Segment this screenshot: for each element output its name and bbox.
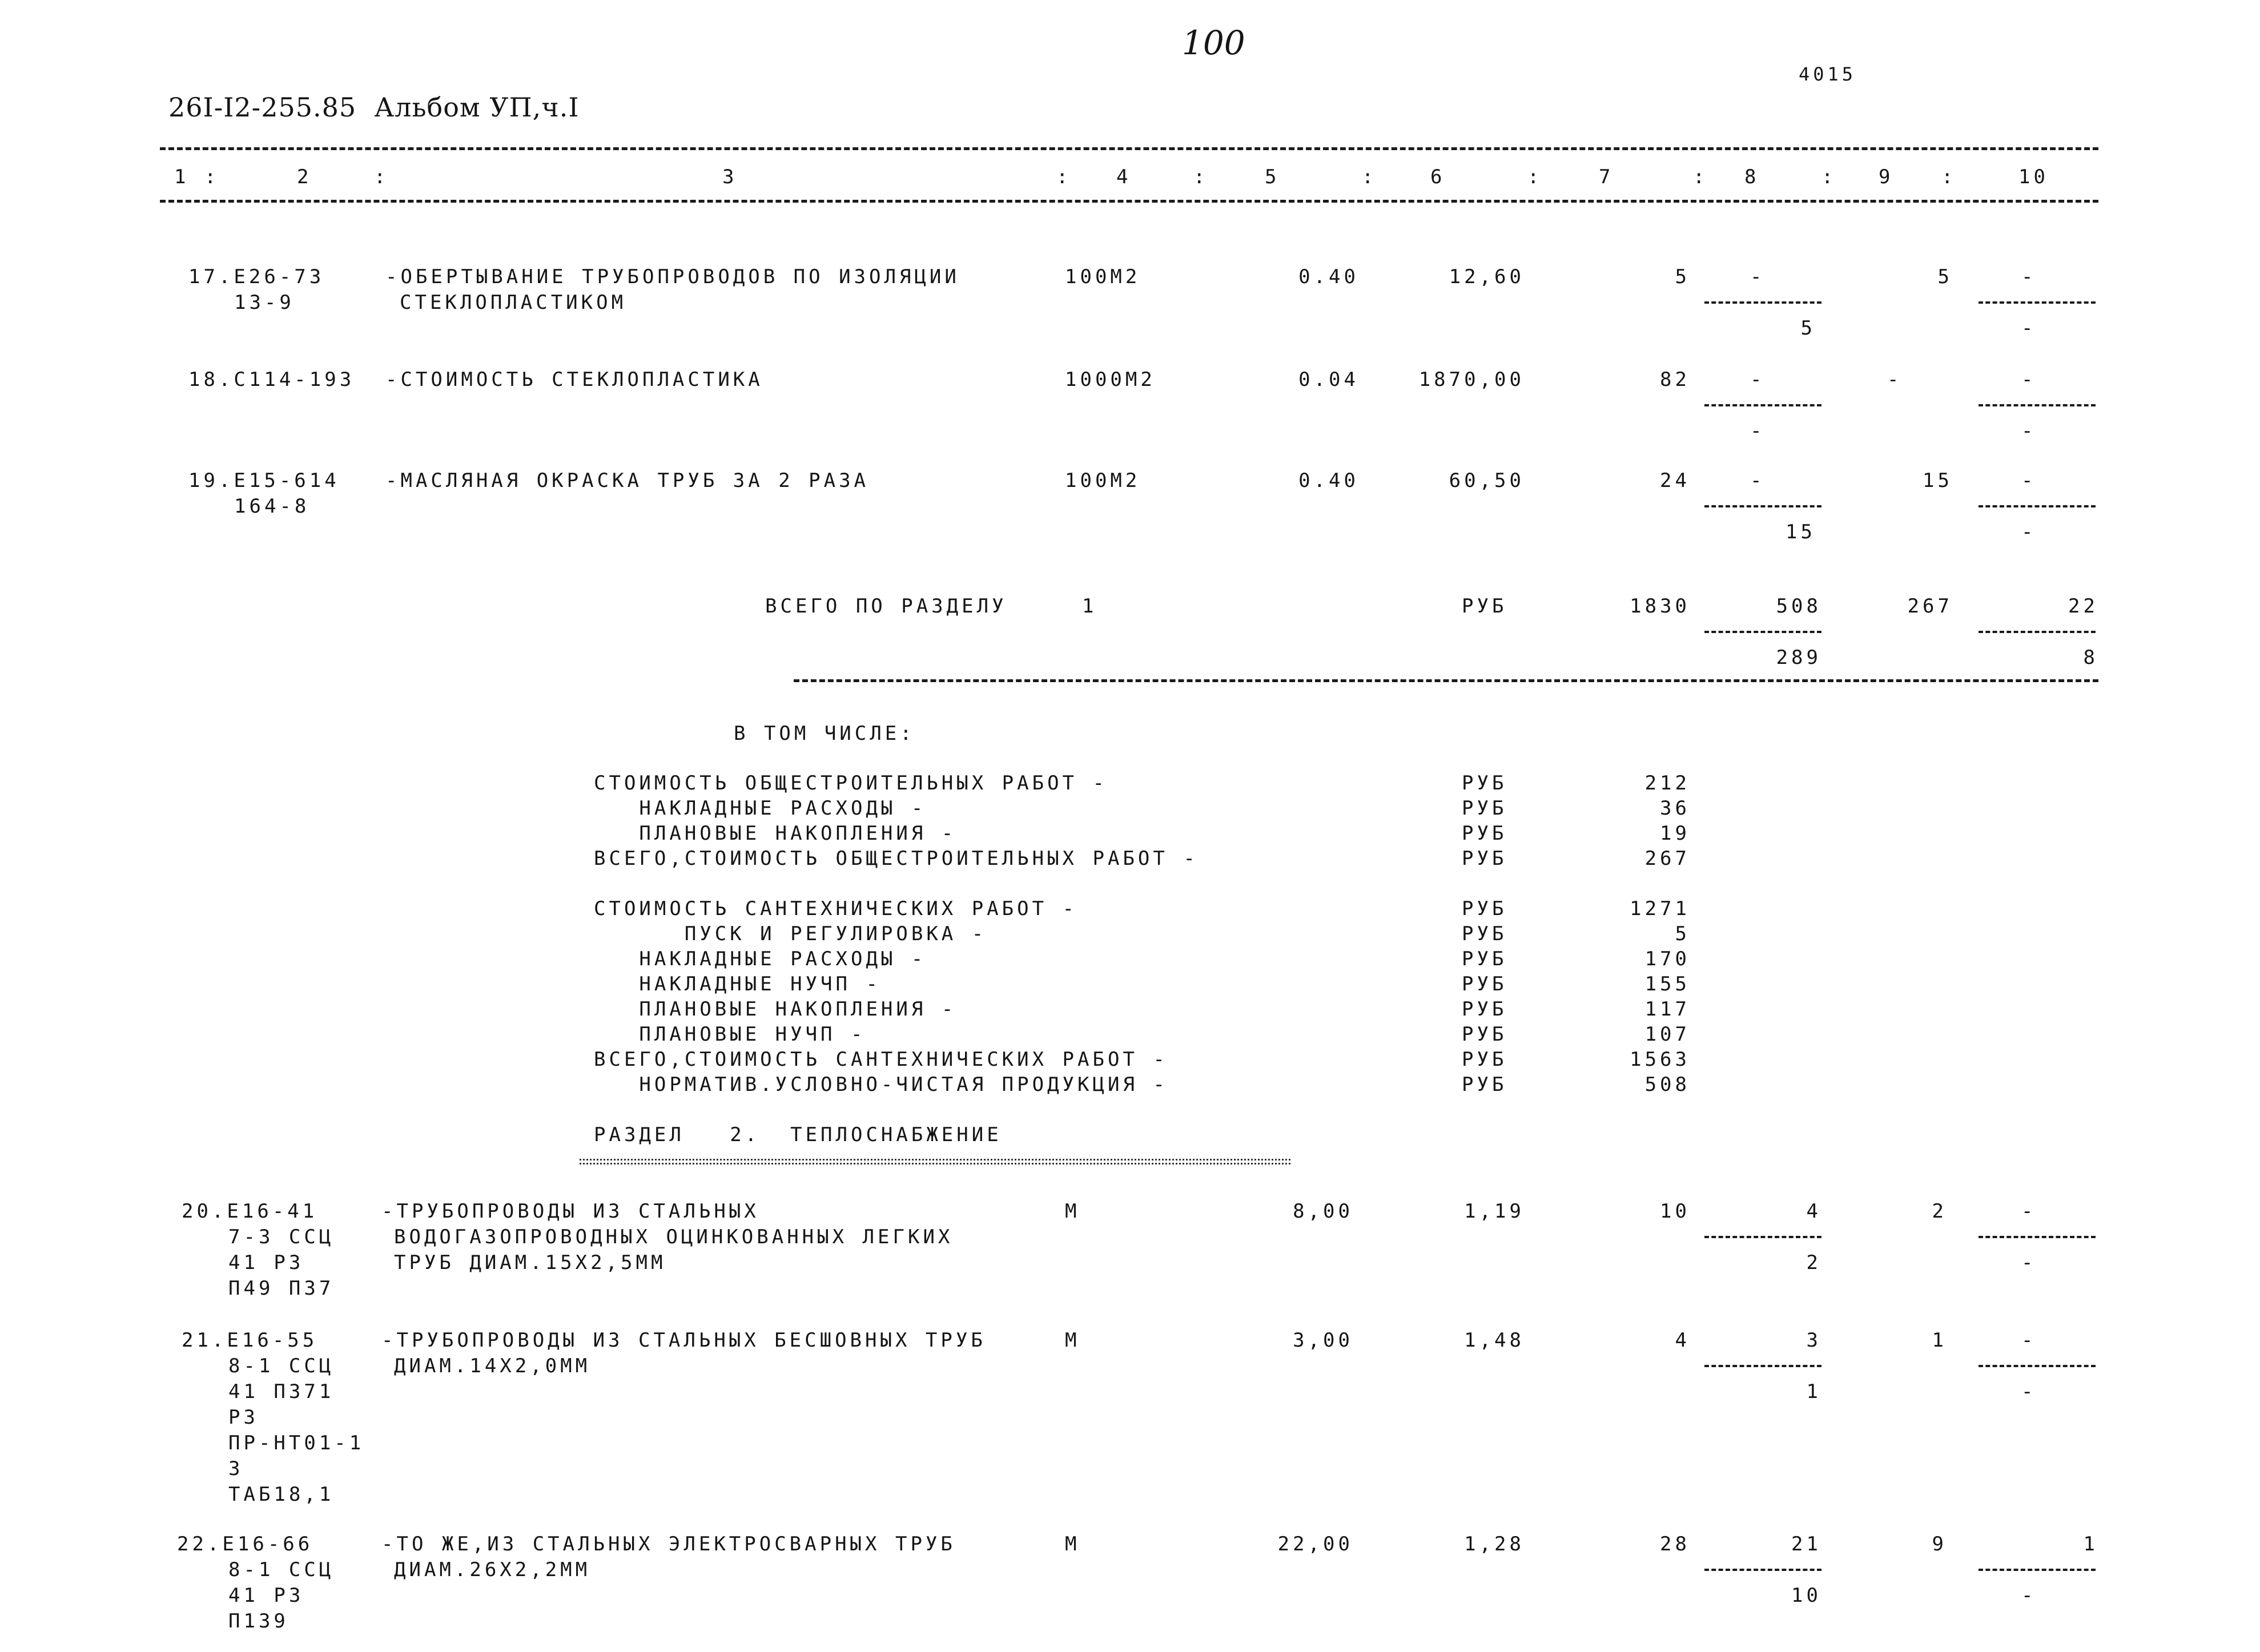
row-price: 1,19 <box>1464 1200 1525 1223</box>
col-header-9: 9 <box>1879 166 1894 188</box>
section-total-col10-sub: 8 <box>2083 646 2098 669</box>
row-desc: -ОБЕРТЫВАНИЕ ТРУБОПРОВОДОВ ПО ИЗОЛЯЦИИ <box>385 265 960 288</box>
col-header-sep: : <box>1056 166 1072 188</box>
row-price: 1,28 <box>1464 1533 1525 1556</box>
row-col9: 5 <box>1937 265 1953 288</box>
section-total-value: 1830 <box>1630 595 1690 618</box>
row-code: 164-8 <box>234 495 310 518</box>
section-total-col8-sub: 289 <box>1776 646 1821 669</box>
row-total: 4 <box>1675 1329 1690 1352</box>
section-2-underline <box>580 1163 1290 1165</box>
row-unit: 1000М2 <box>1065 368 1156 391</box>
row-desc: -ТО ЖЕ,ИЗ СТАЛЬНЫХ ЭЛЕКТРОСВАРНЫХ ТРУБ <box>381 1533 956 1556</box>
breakdown-value: 36 <box>1660 797 1690 820</box>
breakdown-value: 1271 <box>1630 897 1690 920</box>
breakdown-value: 5 <box>1675 922 1690 945</box>
breakdown-label: ПЛАНОВЫЕ НАКОПЛЕНИЯ - <box>594 822 957 845</box>
doc-code: 4015 <box>1799 63 1857 85</box>
row-id: 20.Е16-41 <box>182 1200 318 1223</box>
row-qty: 0.04 <box>1298 368 1359 391</box>
row-price: 60,50 <box>1449 469 1525 492</box>
breakdown-value: 117 <box>1644 998 1690 1021</box>
col-header-8: 8 <box>1744 166 1760 188</box>
fraction-line <box>1704 301 1821 304</box>
breakdown-label: СТОИМОСТЬ ОБЩЕСТРОИТЕЛЬНЫХ РАБОТ - <box>594 772 1108 795</box>
breakdown-label: НОРМАТИВ.УСЛОВНО-ЧИСТАЯ ПРОДУКЦИЯ - <box>594 1073 1168 1096</box>
fraction-line <box>1704 404 1821 406</box>
breakdown-value: 19 <box>1660 822 1690 845</box>
section-total-rule <box>794 679 2098 682</box>
section-total-label: ВСЕГО ПО РАЗДЕЛУ <box>765 595 1007 618</box>
row-col10: - <box>2021 1329 2037 1352</box>
col-header-7: 7 <box>1599 166 1614 188</box>
fraction-line <box>1978 404 2096 406</box>
fraction-line <box>1704 1365 1821 1367</box>
row-code: 3 <box>228 1457 244 1480</box>
row-col9: 15 <box>1923 469 1953 492</box>
row-col8-sub: 10 <box>1791 1584 1821 1607</box>
row-desc: ТРУБ ДИАМ.15Х2,5ММ <box>394 1251 666 1274</box>
breakdown-label: ПЛАНОВЫЕ НАКОПЛЕНИЯ - <box>594 998 957 1021</box>
breakdown-unit: РУБ <box>1462 847 1507 870</box>
breakdown-label: НАКЛАДНЫЕ РАСХОДЫ - <box>594 948 927 970</box>
col-header-4: 4 <box>1116 166 1132 188</box>
breakdown-unit: РУБ <box>1462 1073 1507 1096</box>
table-header-rule <box>160 200 2098 203</box>
breakdown-unit: РУБ <box>1462 922 1507 945</box>
page-number: 100 <box>1182 23 1245 62</box>
section-total-col9: 267 <box>1907 595 1953 618</box>
row-id: 18.С114-193 <box>188 368 355 391</box>
breakdown-label: НАКЛАДНЫЕ НУЧП - <box>594 973 881 996</box>
row-desc: -СТОИМОСТЬ СТЕКЛОПЛАСТИКА <box>385 368 763 391</box>
row-code: 41 П371 <box>228 1380 335 1403</box>
breakdown-value: 170 <box>1644 948 1690 970</box>
row-desc: ВОДОГАЗОПРОВОДНЫХ ОЦИНКОВАННЫХ ЛЕГКИХ <box>394 1226 954 1248</box>
fraction-line <box>1704 1236 1821 1238</box>
row-code: Р3 <box>228 1406 259 1429</box>
breakdown-unit: РУБ <box>1462 897 1507 920</box>
row-col8: 4 <box>1806 1200 1821 1223</box>
row-code: ТАБ18,1 <box>228 1483 335 1506</box>
row-col10-sub: - <box>2021 420 2037 442</box>
row-total: 82 <box>1660 368 1690 391</box>
breakdown-unit: РУБ <box>1462 1023 1507 1046</box>
row-col8-sub: 5 <box>1800 317 1816 340</box>
row-qty: 3,00 <box>1293 1329 1353 1352</box>
breakdown-unit: РУБ <box>1462 973 1507 996</box>
row-col10: 1 <box>2083 1533 2098 1556</box>
breakdown-value: 212 <box>1644 772 1690 795</box>
row-desc: ДИАМ.26Х2,2ММ <box>394 1558 591 1581</box>
row-id: 22.Е16-66 <box>177 1533 313 1556</box>
col-header-sep: : <box>1693 166 1708 188</box>
fraction-line <box>1978 505 2096 507</box>
row-id: 21.Е16-55 <box>182 1329 318 1352</box>
col-header-sep: : <box>1821 166 1837 188</box>
section-total-number: 1 <box>1082 595 1097 618</box>
breakdown-value: 508 <box>1644 1073 1690 1096</box>
row-col8: - <box>1750 265 1766 288</box>
col-header-sep: : <box>1193 166 1209 188</box>
fraction-line <box>1704 1569 1821 1571</box>
breakdown-value: 1563 <box>1630 1048 1690 1071</box>
fraction-line <box>1978 631 2096 633</box>
row-qty: 8,00 <box>1293 1200 1353 1223</box>
row-unit: 100М2 <box>1065 469 1141 492</box>
row-col8: - <box>1750 368 1766 391</box>
row-code: 41 Р3 <box>228 1251 304 1274</box>
row-col10: - <box>2021 368 2037 391</box>
col-header-sep: : <box>1362 166 1377 188</box>
col-header-2: 2 <box>297 166 312 188</box>
row-unit: 100М2 <box>1065 265 1141 288</box>
row-code: 7-3 ССЦ <box>228 1226 335 1248</box>
row-code: П49 П37 <box>228 1277 335 1300</box>
fraction-line <box>1978 1236 2096 1238</box>
row-col10: - <box>2021 1200 2037 1223</box>
row-col9: 1 <box>1932 1329 1947 1352</box>
row-col8: - <box>1750 469 1766 492</box>
row-code: 8-1 ССЦ <box>228 1355 335 1377</box>
row-desc: -ТРУБОПРОВОДЫ ИЗ СТАЛЬНЫХ <box>381 1200 759 1223</box>
row-col10-sub: - <box>2021 1251 2037 1274</box>
row-unit: М <box>1065 1329 1080 1352</box>
row-qty: 0.40 <box>1298 469 1359 492</box>
row-code: ПР-НТ01-1 <box>228 1432 365 1454</box>
row-price: 1870,00 <box>1418 368 1525 391</box>
row-desc: -МАСЛЯНАЯ ОКРАСКА ТРУБ ЗА 2 РАЗА <box>385 469 870 492</box>
row-col8-sub: 2 <box>1806 1251 1821 1274</box>
col-header-sep: : <box>1941 166 1957 188</box>
breakdown-unit: РУБ <box>1462 998 1507 1021</box>
table-top-rule <box>160 147 2098 150</box>
row-unit: М <box>1065 1533 1080 1556</box>
document-header: 26I-I2-255.85 Альбом УП,ч.I <box>168 92 580 123</box>
breakdown-label: ВСЕГО,СТОИМОСТЬ САНТЕХНИЧЕСКИХ РАБОТ - <box>594 1048 1168 1071</box>
fraction-line <box>1978 1569 2096 1571</box>
fraction-line <box>1978 1365 2096 1367</box>
row-qty: 22,00 <box>1277 1533 1353 1556</box>
row-col10: - <box>2021 469 2037 492</box>
row-col10-sub: - <box>2021 1584 2037 1607</box>
breakdown-label: ПУСК И РЕГУЛИРОВКА - <box>594 922 987 945</box>
row-unit: М <box>1065 1200 1080 1223</box>
row-id: 17.Е26-73 <box>188 265 325 288</box>
breakdown-unit: РУБ <box>1462 1048 1507 1071</box>
col-header-6: 6 <box>1430 166 1446 188</box>
row-total: 10 <box>1660 1200 1690 1223</box>
breakdown-value: 267 <box>1644 847 1690 870</box>
row-col10-sub: - <box>2021 521 2037 543</box>
row-price: 1,48 <box>1464 1329 1525 1352</box>
fraction-line <box>1704 505 1821 507</box>
fraction-line <box>1704 631 1821 633</box>
row-col8: 3 <box>1806 1329 1821 1352</box>
row-code: 41 Р3 <box>228 1584 304 1607</box>
row-code: 13-9 <box>234 291 295 314</box>
breakdown-unit: РУБ <box>1462 822 1507 845</box>
row-col9: 9 <box>1932 1533 1947 1556</box>
col-header-sep: : <box>374 166 389 188</box>
fraction-line <box>1978 301 2096 304</box>
row-price: 12,60 <box>1449 265 1525 288</box>
row-total: 5 <box>1675 265 1690 288</box>
including-title: В ТОМ ЧИСЛЕ: <box>734 722 915 745</box>
row-col8-sub: 15 <box>1786 521 1816 543</box>
breakdown-label: НАКЛАДНЫЕ РАСХОДЫ - <box>594 797 927 820</box>
row-qty: 0.40 <box>1298 265 1359 288</box>
row-code: 8-1 ССЦ <box>228 1558 335 1581</box>
section-total-col8: 508 <box>1776 595 1821 618</box>
breakdown-label: ВСЕГО,СТОИМОСТЬ ОБЩЕСТРОИТЕЛЬНЫХ РАБОТ - <box>594 847 1199 870</box>
row-col8-sub: - <box>1750 420 1766 442</box>
row-desc: СТЕКЛОПЛАСТИКОМ <box>400 291 627 314</box>
breakdown-unit: РУБ <box>1462 797 1507 820</box>
breakdown-unit: РУБ <box>1462 948 1507 970</box>
section-total-col10: 22 <box>2068 595 2098 618</box>
row-desc: ДИАМ.14Х2,0ММ <box>394 1355 591 1377</box>
row-col8: 21 <box>1791 1533 1821 1556</box>
row-col9: - <box>1887 368 1903 391</box>
row-col10-sub: - <box>2021 1380 2037 1403</box>
col-header-3: 3 <box>722 166 738 188</box>
row-total: 24 <box>1660 469 1690 492</box>
breakdown-unit: РУБ <box>1462 772 1507 795</box>
row-code: П139 <box>228 1610 289 1633</box>
row-col8-sub: 1 <box>1806 1380 1821 1403</box>
section-2-underline <box>580 1159 1290 1161</box>
breakdown-value: 155 <box>1644 973 1690 996</box>
col-header-sep: : <box>1527 166 1543 188</box>
row-total: 28 <box>1660 1533 1690 1556</box>
col-header-5: 5 <box>1265 166 1280 188</box>
col-header-1: 1 : <box>174 166 220 188</box>
breakdown-label: СТОИМОСТЬ САНТЕХНИЧЕСКИХ РАБОТ - <box>594 897 1078 920</box>
breakdown-value: 107 <box>1644 1023 1690 1046</box>
row-col10-sub: - <box>2021 317 2037 340</box>
row-id: 19.Е15-614 <box>188 469 340 492</box>
col-header-10: 10 <box>2018 166 2049 188</box>
section-total-unit: РУБ <box>1462 595 1507 618</box>
breakdown-label: ПЛАНОВЫЕ НУЧП - <box>594 1023 866 1046</box>
row-col9: 2 <box>1932 1200 1947 1223</box>
row-col10: - <box>2021 265 2037 288</box>
section-2-heading: РАЗДЕЛ 2. ТЕПЛОСНАБЖЕНИЕ <box>594 1123 1002 1146</box>
row-desc: -ТРУБОПРОВОДЫ ИЗ СТАЛЬНЫХ БЕСШОВНЫХ ТРУБ <box>381 1329 986 1352</box>
